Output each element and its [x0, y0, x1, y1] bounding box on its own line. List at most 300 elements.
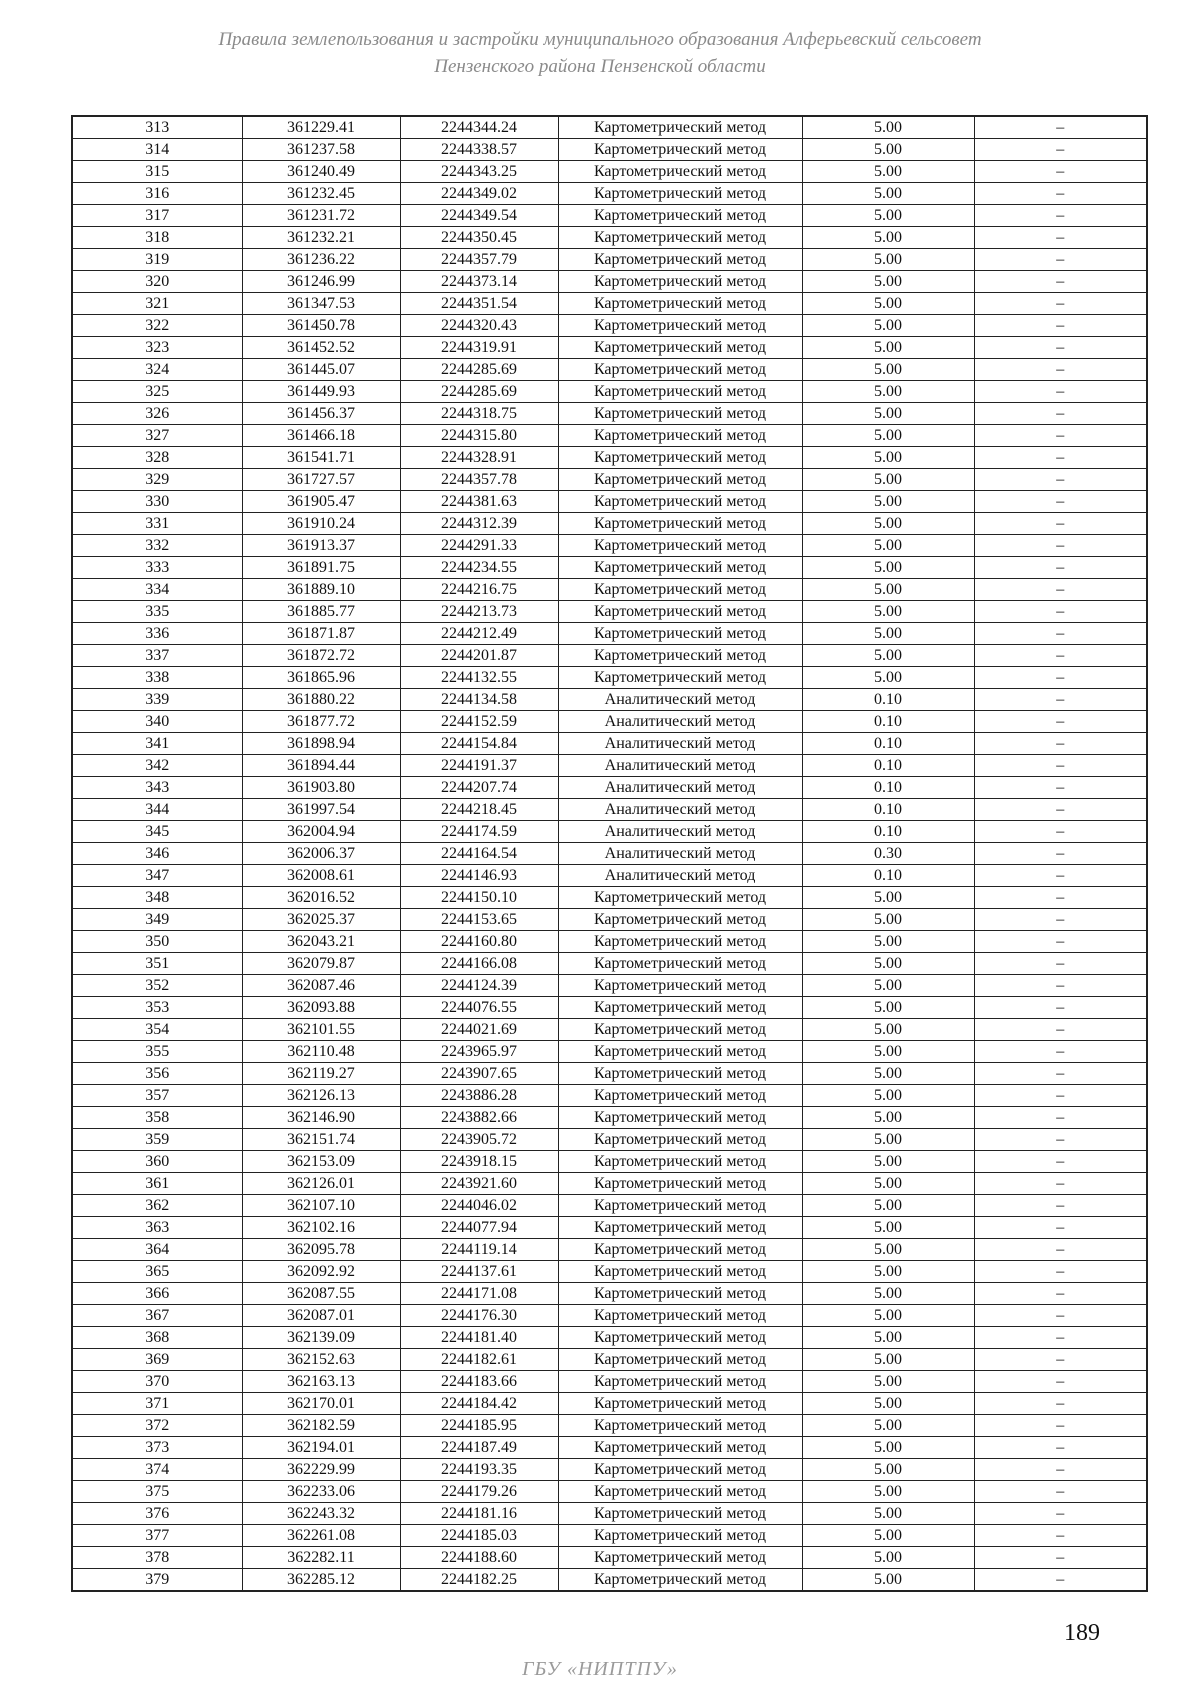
description-cell: –: [974, 645, 1147, 667]
point-number-cell: 356: [72, 1063, 242, 1085]
x-coordinate-cell: 362182.59: [242, 1415, 400, 1437]
description-cell: –: [974, 337, 1147, 359]
method-cell: Картометрический метод: [558, 293, 802, 315]
header-line-2: Пензенского района Пензенской области: [434, 56, 766, 77]
x-coordinate-cell: 361466.18: [242, 425, 400, 447]
point-number-cell: 375: [72, 1481, 242, 1503]
description-cell: –: [974, 1019, 1147, 1041]
table-row: [72, 205, 1147, 227]
description-cell: –: [974, 733, 1147, 755]
point-number-cell: 357: [72, 1085, 242, 1107]
description-cell: –: [974, 1041, 1147, 1063]
point-number-cell: 327: [72, 425, 242, 447]
table-row: [72, 667, 1147, 689]
method-cell: Картометрический метод: [558, 337, 802, 359]
point-number-cell: 379: [72, 1569, 242, 1592]
table-row: [72, 1239, 1147, 1261]
description-cell: –: [974, 557, 1147, 579]
method-cell: Картометрический метод: [558, 1041, 802, 1063]
method-cell: Картометрический метод: [558, 1173, 802, 1195]
accuracy-cell: 0.10: [802, 689, 974, 711]
description-cell: –: [974, 667, 1147, 689]
table-row: [72, 513, 1147, 535]
y-coordinate-cell: 2244343.25: [400, 161, 558, 183]
y-coordinate-cell: 2244182.25: [400, 1569, 558, 1592]
method-cell: Картометрический метод: [558, 601, 802, 623]
table-row: [72, 359, 1147, 381]
method-cell: Картометрический метод: [558, 535, 802, 557]
y-coordinate-cell: 2244349.02: [400, 183, 558, 205]
y-coordinate-cell: 2244132.55: [400, 667, 558, 689]
accuracy-cell: 5.00: [802, 1547, 974, 1569]
description-cell: –: [974, 931, 1147, 953]
method-cell: Аналитический метод: [558, 799, 802, 821]
method-cell: Картометрический метод: [558, 205, 802, 227]
table-row: [72, 777, 1147, 799]
table-row: [72, 1217, 1147, 1239]
accuracy-cell: 5.00: [802, 227, 974, 249]
description-cell: –: [974, 975, 1147, 997]
x-coordinate-cell: 362163.13: [242, 1371, 400, 1393]
point-number-cell: 368: [72, 1327, 242, 1349]
table-row: [72, 337, 1147, 359]
point-number-cell: 325: [72, 381, 242, 403]
table-row: [72, 469, 1147, 491]
y-coordinate-cell: 2244166.08: [400, 953, 558, 975]
y-coordinate-cell: 2244338.57: [400, 139, 558, 161]
table-row: [72, 1305, 1147, 1327]
table-row: [72, 557, 1147, 579]
description-cell: –: [974, 909, 1147, 931]
x-coordinate-cell: 362151.74: [242, 1129, 400, 1151]
point-number-cell: 338: [72, 667, 242, 689]
y-coordinate-cell: 2244319.91: [400, 337, 558, 359]
accuracy-cell: 5.00: [802, 909, 974, 931]
table-row: [72, 997, 1147, 1019]
method-cell: Картометрический метод: [558, 1261, 802, 1283]
page-header: [0, 26, 1200, 80]
point-number-cell: 362: [72, 1195, 242, 1217]
description-cell: –: [974, 513, 1147, 535]
table-row: [72, 1063, 1147, 1085]
table-row: [72, 1173, 1147, 1195]
point-number-cell: 377: [72, 1525, 242, 1547]
point-number-cell: 339: [72, 689, 242, 711]
x-coordinate-cell: 362102.16: [242, 1217, 400, 1239]
accuracy-cell: 5.00: [802, 1393, 974, 1415]
method-cell: Картометрический метод: [558, 1327, 802, 1349]
description-cell: –: [974, 183, 1147, 205]
table-row: [72, 1283, 1147, 1305]
method-cell: Картометрический метод: [558, 623, 802, 645]
x-coordinate-cell: 361905.47: [242, 491, 400, 513]
y-coordinate-cell: 2244357.78: [400, 469, 558, 491]
table-row: [72, 1195, 1147, 1217]
y-coordinate-cell: 2243921.60: [400, 1173, 558, 1195]
method-cell: Картометрический метод: [558, 909, 802, 931]
method-cell: Аналитический метод: [558, 733, 802, 755]
accuracy-cell: 0.10: [802, 777, 974, 799]
method-cell: Картометрический метод: [558, 1085, 802, 1107]
accuracy-cell: 5.00: [802, 1217, 974, 1239]
y-coordinate-cell: 2244344.24: [400, 116, 558, 139]
x-coordinate-cell: 361456.37: [242, 403, 400, 425]
description-cell: –: [974, 1415, 1147, 1437]
method-cell: Картометрический метод: [558, 1349, 802, 1371]
x-coordinate-cell: 362087.46: [242, 975, 400, 997]
point-number-cell: 373: [72, 1437, 242, 1459]
y-coordinate-cell: 2244373.14: [400, 271, 558, 293]
x-coordinate-cell: 361449.93: [242, 381, 400, 403]
description-cell: –: [974, 381, 1147, 403]
method-cell: Картометрический метод: [558, 579, 802, 601]
x-coordinate-cell: 361910.24: [242, 513, 400, 535]
method-cell: Картометрический метод: [558, 447, 802, 469]
y-coordinate-cell: 2244160.80: [400, 931, 558, 953]
method-cell: Картометрический метод: [558, 1195, 802, 1217]
method-cell: Картометрический метод: [558, 491, 802, 513]
point-number-cell: 345: [72, 821, 242, 843]
point-number-cell: 344: [72, 799, 242, 821]
table-row: [72, 755, 1147, 777]
point-number-cell: 342: [72, 755, 242, 777]
x-coordinate-cell: 362229.99: [242, 1459, 400, 1481]
table-row: [72, 1525, 1147, 1547]
y-coordinate-cell: 2244328.91: [400, 447, 558, 469]
page-footer: ГБУ «НИПТПУ»: [522, 1658, 678, 1680]
method-cell: Картометрический метод: [558, 1063, 802, 1085]
point-number-cell: 371: [72, 1393, 242, 1415]
point-number-cell: 316: [72, 183, 242, 205]
accuracy-cell: 5.00: [802, 1349, 974, 1371]
y-coordinate-cell: 2243965.97: [400, 1041, 558, 1063]
x-coordinate-cell: 361232.21: [242, 227, 400, 249]
accuracy-cell: 5.00: [802, 557, 974, 579]
accuracy-cell: 5.00: [802, 491, 974, 513]
x-coordinate-cell: 361880.22: [242, 689, 400, 711]
table-row: [72, 1437, 1147, 1459]
x-coordinate-cell: 362004.94: [242, 821, 400, 843]
point-number-cell: 378: [72, 1547, 242, 1569]
accuracy-cell: 0.10: [802, 799, 974, 821]
x-coordinate-cell: 361913.37: [242, 535, 400, 557]
description-cell: –: [974, 1173, 1147, 1195]
table-row: [72, 799, 1147, 821]
x-coordinate-cell: 362194.01: [242, 1437, 400, 1459]
table-row: [72, 579, 1147, 601]
point-number-cell: 365: [72, 1261, 242, 1283]
x-coordinate-cell: 361240.49: [242, 161, 400, 183]
table-row: [72, 1019, 1147, 1041]
description-cell: –: [974, 116, 1147, 139]
method-cell: Картометрический метод: [558, 1503, 802, 1525]
table-row: [72, 1547, 1147, 1569]
description-cell: –: [974, 227, 1147, 249]
x-coordinate-cell: 361727.57: [242, 469, 400, 491]
description-cell: –: [974, 755, 1147, 777]
accuracy-cell: 5.00: [802, 315, 974, 337]
accuracy-cell: 5.00: [802, 579, 974, 601]
point-number-cell: 323: [72, 337, 242, 359]
accuracy-cell: 5.00: [802, 975, 974, 997]
x-coordinate-cell: 362146.90: [242, 1107, 400, 1129]
y-coordinate-cell: 2244312.39: [400, 513, 558, 535]
method-cell: Картометрический метод: [558, 469, 802, 491]
x-coordinate-cell: 362243.32: [242, 1503, 400, 1525]
table-row: [72, 1085, 1147, 1107]
method-cell: Картометрический метод: [558, 667, 802, 689]
y-coordinate-cell: 2243907.65: [400, 1063, 558, 1085]
table-row: [72, 623, 1147, 645]
accuracy-cell: 5.00: [802, 1019, 974, 1041]
description-cell: –: [974, 953, 1147, 975]
y-coordinate-cell: 2244046.02: [400, 1195, 558, 1217]
x-coordinate-cell: 362008.61: [242, 865, 400, 887]
point-number-cell: 336: [72, 623, 242, 645]
x-coordinate-cell: 361997.54: [242, 799, 400, 821]
point-number-cell: 363: [72, 1217, 242, 1239]
x-coordinate-cell: 362043.21: [242, 931, 400, 953]
table-row: [72, 1107, 1147, 1129]
y-coordinate-cell: 2244146.93: [400, 865, 558, 887]
y-coordinate-cell: 2244212.49: [400, 623, 558, 645]
y-coordinate-cell: 2243905.72: [400, 1129, 558, 1151]
accuracy-cell: 5.00: [802, 447, 974, 469]
description-cell: –: [974, 601, 1147, 623]
description-cell: –: [974, 425, 1147, 447]
point-number-cell: 330: [72, 491, 242, 513]
accuracy-cell: 5.00: [802, 887, 974, 909]
point-number-cell: 359: [72, 1129, 242, 1151]
point-number-cell: 329: [72, 469, 242, 491]
description-cell: –: [974, 1063, 1147, 1085]
method-cell: Картометрический метод: [558, 381, 802, 403]
description-cell: –: [974, 1283, 1147, 1305]
point-number-cell: 366: [72, 1283, 242, 1305]
point-number-cell: 376: [72, 1503, 242, 1525]
description-cell: –: [974, 1371, 1147, 1393]
point-number-cell: 332: [72, 535, 242, 557]
point-number-cell: 358: [72, 1107, 242, 1129]
y-coordinate-cell: 2244207.74: [400, 777, 558, 799]
accuracy-cell: 5.00: [802, 1129, 974, 1151]
method-cell: Картометрический метод: [558, 513, 802, 535]
description-cell: –: [974, 887, 1147, 909]
x-coordinate-cell: 362095.78: [242, 1239, 400, 1261]
description-cell: –: [974, 491, 1147, 513]
x-coordinate-cell: 361894.44: [242, 755, 400, 777]
y-coordinate-cell: 2244021.69: [400, 1019, 558, 1041]
accuracy-cell: 5.00: [802, 667, 974, 689]
method-cell: Картометрический метод: [558, 359, 802, 381]
description-cell: –: [974, 1481, 1147, 1503]
x-coordinate-cell: 362025.37: [242, 909, 400, 931]
x-coordinate-cell: 361452.52: [242, 337, 400, 359]
x-coordinate-cell: 361865.96: [242, 667, 400, 689]
method-cell: Картометрический метод: [558, 1393, 802, 1415]
table-row: [72, 733, 1147, 755]
method-cell: Картометрический метод: [558, 975, 802, 997]
point-number-cell: 354: [72, 1019, 242, 1041]
x-coordinate-cell: 361891.75: [242, 557, 400, 579]
point-number-cell: 367: [72, 1305, 242, 1327]
accuracy-cell: 5.00: [802, 116, 974, 139]
table-row: [72, 161, 1147, 183]
accuracy-cell: 5.00: [802, 337, 974, 359]
x-coordinate-cell: 361231.72: [242, 205, 400, 227]
point-number-cell: 349: [72, 909, 242, 931]
x-coordinate-cell: 362101.55: [242, 1019, 400, 1041]
point-number-cell: 372: [72, 1415, 242, 1437]
point-number-cell: 319: [72, 249, 242, 271]
table-row: [72, 601, 1147, 623]
description-cell: –: [974, 865, 1147, 887]
point-number-cell: 333: [72, 557, 242, 579]
point-number-cell: 346: [72, 843, 242, 865]
description-cell: –: [974, 1547, 1147, 1569]
accuracy-cell: 5.00: [802, 1239, 974, 1261]
x-coordinate-cell: 362285.12: [242, 1569, 400, 1592]
y-coordinate-cell: 2244119.14: [400, 1239, 558, 1261]
y-coordinate-cell: 2243886.28: [400, 1085, 558, 1107]
table-row: [72, 249, 1147, 271]
table-row: [72, 887, 1147, 909]
description-cell: –: [974, 579, 1147, 601]
accuracy-cell: 5.00: [802, 359, 974, 381]
method-cell: Картометрический метод: [558, 1525, 802, 1547]
description-cell: –: [974, 1261, 1147, 1283]
y-coordinate-cell: 2244201.87: [400, 645, 558, 667]
accuracy-cell: 5.00: [802, 1481, 974, 1503]
x-coordinate-cell: 362087.01: [242, 1305, 400, 1327]
table-row: [72, 425, 1147, 447]
description-cell: –: [974, 205, 1147, 227]
accuracy-cell: 0.10: [802, 755, 974, 777]
accuracy-cell: 5.00: [802, 249, 974, 271]
accuracy-cell: 5.00: [802, 601, 974, 623]
table-row: [72, 1261, 1147, 1283]
description-cell: –: [974, 1459, 1147, 1481]
description-cell: –: [974, 689, 1147, 711]
method-cell: Картометрический метод: [558, 403, 802, 425]
point-number-cell: 335: [72, 601, 242, 623]
y-coordinate-cell: 2244150.10: [400, 887, 558, 909]
description-cell: –: [974, 315, 1147, 337]
y-coordinate-cell: 2244187.49: [400, 1437, 558, 1459]
accuracy-cell: 5.00: [802, 1041, 974, 1063]
x-coordinate-cell: 362233.06: [242, 1481, 400, 1503]
y-coordinate-cell: 2243882.66: [400, 1107, 558, 1129]
method-cell: Картометрический метод: [558, 116, 802, 139]
table-row: [72, 403, 1147, 425]
accuracy-cell: 5.00: [802, 1437, 974, 1459]
point-number-cell: 352: [72, 975, 242, 997]
x-coordinate-cell: 361889.10: [242, 579, 400, 601]
x-coordinate-cell: 361232.45: [242, 183, 400, 205]
table-row: [72, 953, 1147, 975]
description-cell: –: [974, 623, 1147, 645]
accuracy-cell: 5.00: [802, 1459, 974, 1481]
point-number-cell: 353: [72, 997, 242, 1019]
y-coordinate-cell: 2244134.58: [400, 689, 558, 711]
x-coordinate-cell: 362170.01: [242, 1393, 400, 1415]
method-cell: Аналитический метод: [558, 711, 802, 733]
table-row: [72, 293, 1147, 315]
y-coordinate-cell: 2244193.35: [400, 1459, 558, 1481]
y-coordinate-cell: 2244183.66: [400, 1371, 558, 1393]
x-coordinate-cell: 361445.07: [242, 359, 400, 381]
method-cell: Картометрический метод: [558, 953, 802, 975]
x-coordinate-cell: 362126.01: [242, 1173, 400, 1195]
table-row: [72, 1415, 1147, 1437]
accuracy-cell: 5.00: [802, 513, 974, 535]
description-cell: –: [974, 1349, 1147, 1371]
page-number: 189: [1064, 1620, 1100, 1646]
y-coordinate-cell: 2244181.16: [400, 1503, 558, 1525]
y-coordinate-cell: 2244191.37: [400, 755, 558, 777]
method-cell: Картометрический метод: [558, 425, 802, 447]
description-cell: –: [974, 161, 1147, 183]
method-cell: Картометрический метод: [558, 1107, 802, 1129]
point-number-cell: 348: [72, 887, 242, 909]
table-row: [72, 491, 1147, 513]
coordinates-table-body: [72, 116, 1147, 1591]
point-number-cell: 337: [72, 645, 242, 667]
method-cell: Аналитический метод: [558, 755, 802, 777]
point-number-cell: 350: [72, 931, 242, 953]
accuracy-cell: 5.00: [802, 1415, 974, 1437]
description-cell: –: [974, 1217, 1147, 1239]
table-row: [72, 271, 1147, 293]
method-cell: Аналитический метод: [558, 843, 802, 865]
point-number-cell: 360: [72, 1151, 242, 1173]
method-cell: Картометрический метод: [558, 1547, 802, 1569]
method-cell: Картометрический метод: [558, 1129, 802, 1151]
y-coordinate-cell: 2244188.60: [400, 1547, 558, 1569]
description-cell: –: [974, 1107, 1147, 1129]
point-number-cell: 340: [72, 711, 242, 733]
x-coordinate-cell: 361246.99: [242, 271, 400, 293]
description-cell: –: [974, 403, 1147, 425]
y-coordinate-cell: 2244077.94: [400, 1217, 558, 1239]
method-cell: Картометрический метод: [558, 1569, 802, 1592]
x-coordinate-cell: 362087.55: [242, 1283, 400, 1305]
accuracy-cell: 5.00: [802, 1195, 974, 1217]
point-number-cell: 370: [72, 1371, 242, 1393]
point-number-cell: 347: [72, 865, 242, 887]
table-row: [72, 865, 1147, 887]
table-row: [72, 843, 1147, 865]
y-coordinate-cell: 2244137.61: [400, 1261, 558, 1283]
y-coordinate-cell: 2244153.65: [400, 909, 558, 931]
y-coordinate-cell: 2244285.69: [400, 381, 558, 403]
y-coordinate-cell: 2244320.43: [400, 315, 558, 337]
x-coordinate-cell: 362153.09: [242, 1151, 400, 1173]
accuracy-cell: 5.00: [802, 1283, 974, 1305]
x-coordinate-cell: 361872.72: [242, 645, 400, 667]
accuracy-cell: 5.00: [802, 403, 974, 425]
point-number-cell: 341: [72, 733, 242, 755]
y-coordinate-cell: 2244184.42: [400, 1393, 558, 1415]
y-coordinate-cell: 2244182.61: [400, 1349, 558, 1371]
method-cell: Картометрический метод: [558, 1459, 802, 1481]
description-cell: –: [974, 293, 1147, 315]
method-cell: Картометрический метод: [558, 1415, 802, 1437]
accuracy-cell: 5.00: [802, 183, 974, 205]
x-coordinate-cell: 361347.53: [242, 293, 400, 315]
method-cell: Картометрический метод: [558, 1217, 802, 1239]
point-number-cell: 322: [72, 315, 242, 337]
